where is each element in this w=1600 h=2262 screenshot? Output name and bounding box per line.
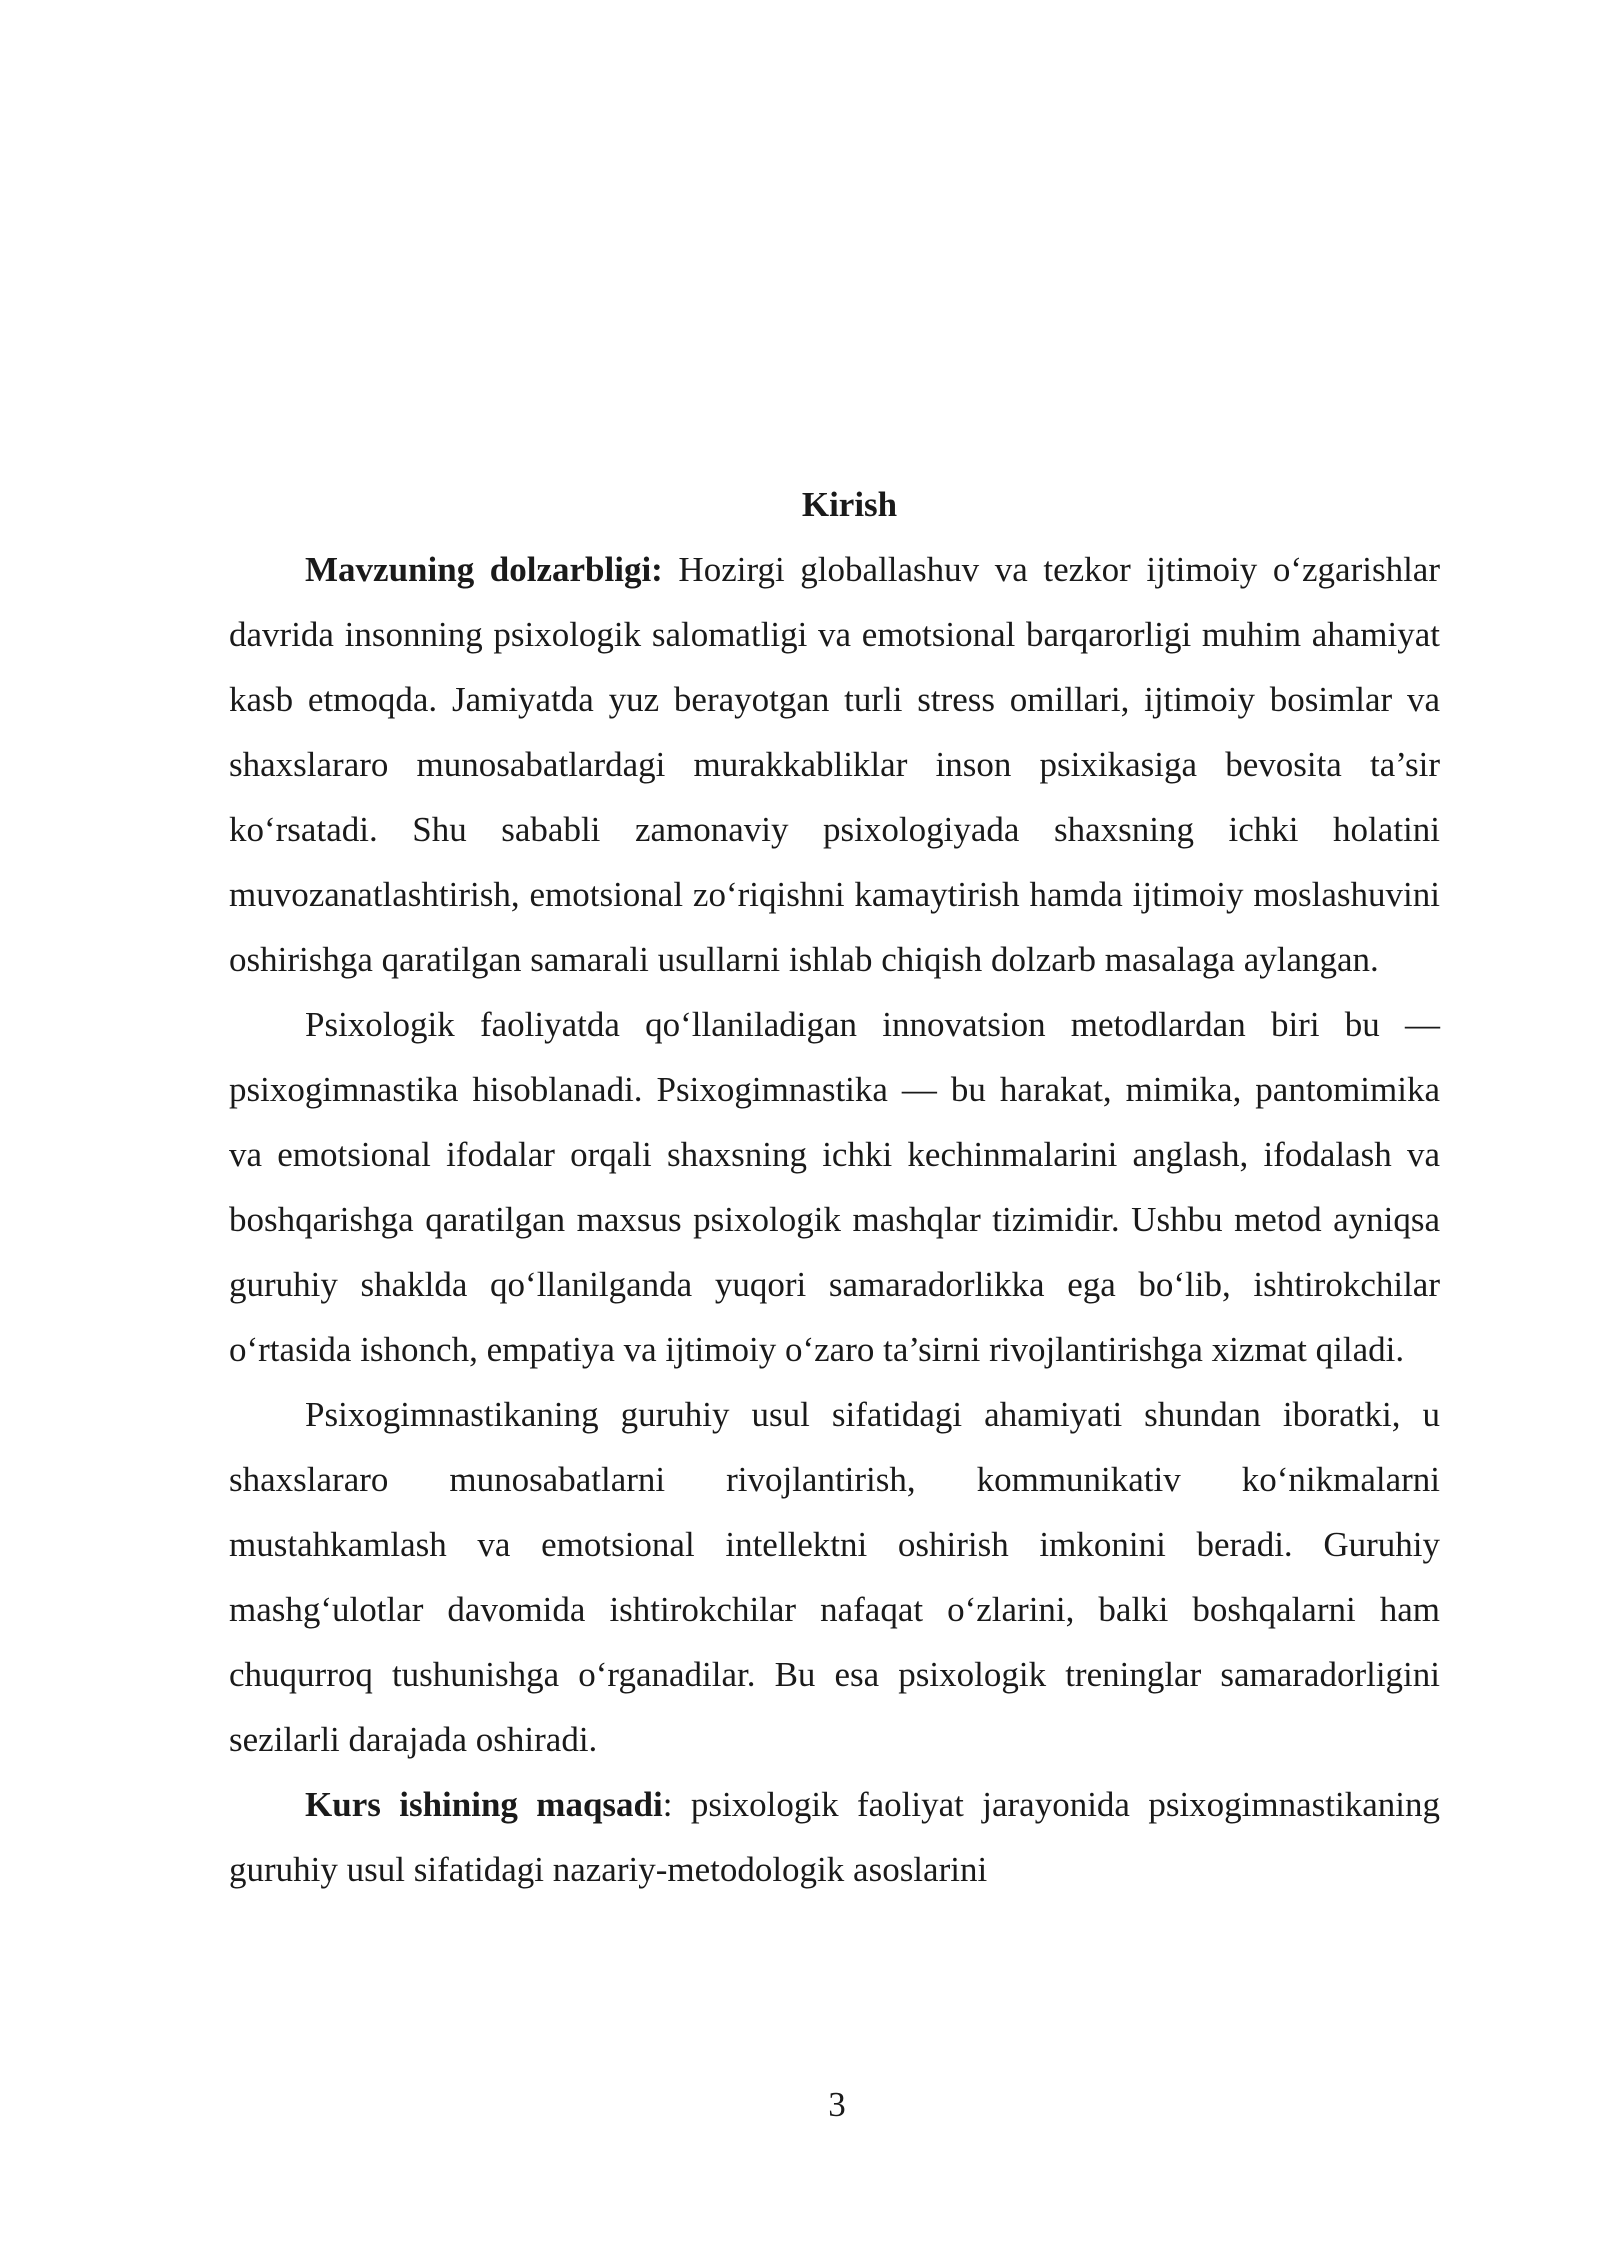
paragraph-goal <box>229 1772 1440 1902</box>
paragraph-lead: Mavzuning dolzarbligi: <box>305 550 663 589</box>
paragraph-relevance <box>229 537 1440 992</box>
paragraph-lead: Kurs ishining maqsadi <box>305 1785 663 1824</box>
paragraph-psychogymnastics <box>229 992 1440 1382</box>
paragraph-text: Psixogimnastikaning guruhiy usul sifatidagi ahamiyati shundan iboratki, u shaxslararo munosabatlarni rivojlantirish, kommunikativ ko‘nikmalarni mustahkamlash va emotsional intellektni oshirish imkonini beradi. Guruhiy mashg‘ulotlar davomida ishtirokchilar nafaqat o‘zlarini, balki boshqalarni ham chuqurroq tushunishga o‘rganadilar. Bu esa psixologik treninglar samaradorligini sezilarli darajada oshiradi. <box>229 1395 1440 1759</box>
page-body <box>229 472 1440 1902</box>
paragraph-text: Psixologik faoliyatda qo‘llaniladigan innovatsion metodlardan biri bu — psixogimnastika hisoblanadi. Psixogimnastika — bu harakat, mimika, pantomimika va emotsional ifodalar orqali shaxsning ichki kechinmalarini anglash, ifodalash va boshqarishga qaratilgan maxsus psixologik mashqlar tizimidir. Ushbu metod ayniqsa guruhiy shaklda qo‘llanilganda yuqori samaradorlikka ega bo‘lib, ishtirokchilar o‘rtasida ishonch, empatiya va ijtimoiy o‘zaro ta’sirni rivojlantirishga xizmat qiladi. <box>229 1005 1440 1369</box>
paragraph-text: : psixologik faoliyat jarayonida psixogimnastikaning guruhiy usul sifatidagi nazariy-metodologik asoslarini <box>229 1785 1440 1889</box>
paragraph-group-method <box>229 1382 1440 1772</box>
paragraph-text: Hozirgi globallashuv va tezkor ijtimoiy o‘zgarishlar davrida insonning psixologik salomatligi va emotsional barqarorligi muhim ahamiyat kasb etmoqda. Jamiyatda yuz berayotgan turli stress omillari, ijtimoiy bosimlar va shaxslararo munosabatlardagi murakkabliklar inson psixikasiga bevosita ta’sir ko‘rsatadi. Shu sababli zamonaviy psixologiyada shaxsning ichki holatini muvozanatlashtirish, emotsional zo‘riqishni kamaytirish hamda ijtimoiy moslashuvini oshirishga qaratilgan samarali usullarni ishlab chiqish dolzarb masalaga aylangan. <box>229 550 1440 979</box>
page-number: 3 <box>828 2085 846 2124</box>
section-heading: Kirish <box>801 485 898 524</box>
